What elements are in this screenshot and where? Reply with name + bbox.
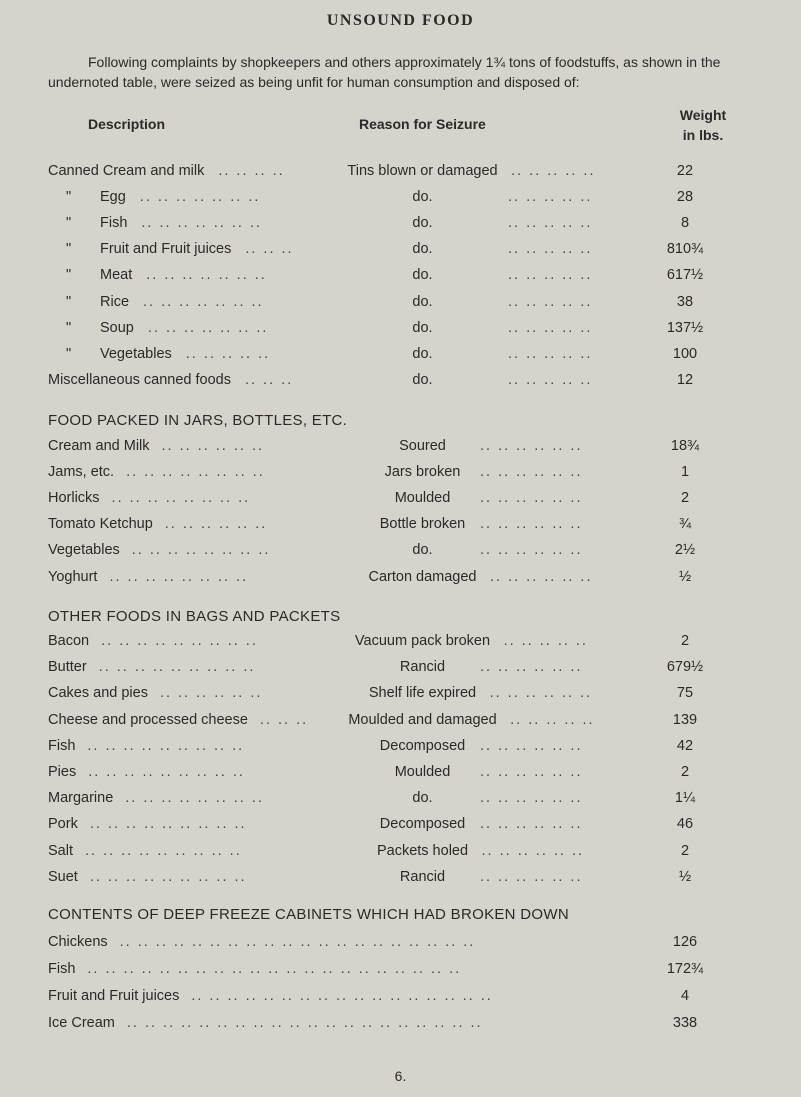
- leader-dots: .. .. .. .. .. .. .. .. ..: [84, 842, 242, 859]
- leader-dots: .. .. .. .. .. ..: [159, 685, 263, 702]
- table-row: [0, 372, 801, 394]
- row-description: Rice: [100, 293, 130, 310]
- row-description: Horlicks: [48, 490, 100, 507]
- row-weight: 617½: [666, 267, 704, 284]
- row-reason: Carton damaged: [368, 568, 477, 585]
- table-row: [0, 1015, 801, 1037]
- row-description: Cream and Milk: [48, 438, 150, 454]
- leader-dots: .. .. .. .. .. ..: [490, 568, 593, 585]
- leader-dots: .. .. .. .. .. .. .. .. ..: [98, 659, 256, 676]
- row-weight: 2: [680, 490, 690, 507]
- leader-dots: .. .. .. .. .. .. .. ..: [131, 542, 271, 559]
- row-description: Soup: [100, 319, 134, 336]
- row-weight: 2: [680, 633, 690, 649]
- leader-dots: .. .. .. .. ..: [503, 633, 588, 649]
- row-description: Chickens: [48, 934, 108, 950]
- header-description: Description: [88, 116, 166, 132]
- table-row: [0, 438, 801, 460]
- row-description: Jams, etc.: [48, 464, 115, 481]
- row-weight: 1: [680, 464, 690, 481]
- row-reason: Bottle broken: [379, 516, 466, 533]
- ditto-mark: ": [66, 189, 72, 206]
- row-reason: do.: [412, 215, 433, 232]
- leader-dots: .. .. .. .. .. .. ..: [146, 267, 267, 284]
- row-weight: ½: [678, 568, 692, 585]
- row-description: Bacon: [48, 633, 90, 649]
- row-description: Vegetables: [48, 542, 120, 559]
- table-row: [0, 790, 801, 812]
- row-weight: 679½: [666, 659, 704, 676]
- row-reason: Rancid: [399, 659, 446, 676]
- leader-dots: .. .. .. .. .. .. .. ..: [126, 464, 265, 481]
- leader-dots: .. .. .. .. .. .. .. .. ..: [87, 737, 245, 754]
- leader-dots: .. .. .. .. .. .. .. .. .. .. .. .. .. .. .. .. .. .. .. ..: [126, 1015, 483, 1031]
- row-weight: 8: [680, 215, 690, 232]
- leader-dots: .. .. .. .. .. ..: [480, 816, 583, 833]
- table-row: [0, 843, 801, 865]
- leader-dots: .. .. ..: [259, 711, 309, 728]
- leader-dots: .. .. .. .. .. ..: [480, 542, 583, 559]
- row-weight: 1¼: [674, 790, 696, 807]
- row-reason: Moulded: [394, 764, 451, 780]
- row-weight: ½: [678, 868, 692, 885]
- row-reason: Jars broken: [384, 464, 461, 481]
- table-row: [0, 738, 801, 760]
- row-reason: Rancid: [399, 868, 446, 885]
- leader-dots: .. .. .. ..: [218, 163, 285, 179]
- row-description: Salt: [48, 842, 73, 859]
- leader-dots: .. .. .. .. .. ..: [489, 685, 593, 702]
- row-reason: do.: [412, 189, 433, 206]
- leader-dots: .. .. .. .. .. ..: [161, 438, 265, 454]
- row-weight: 38: [676, 293, 694, 310]
- leader-dots: .. .. .. .. .. .. ..: [143, 293, 264, 310]
- table-row: [0, 712, 801, 734]
- table-row: [0, 542, 801, 564]
- row-weight: 100: [672, 345, 698, 362]
- ditto-mark: ": [66, 267, 72, 284]
- leader-dots: .. .. .. .. ..: [508, 267, 593, 284]
- table-row: [0, 934, 801, 956]
- row-description: Pies: [48, 764, 77, 780]
- section-bags-heading: OTHER FOODS IN BAGS AND PACKETS: [48, 608, 341, 625]
- row-description: Cakes and pies: [48, 685, 148, 702]
- leader-dots: .. .. .. .. .. ..: [480, 868, 583, 885]
- header-weight-line2: in lbs.: [682, 127, 724, 143]
- row-reason: do.: [412, 371, 433, 388]
- intro-line-1: Following complaints by shopkeepers and others approximately 1¾ tons of foodstuffs, as shown in the: [88, 54, 721, 70]
- row-weight: 28: [676, 189, 694, 206]
- leader-dots: .. .. .. .. .. .. .. .. ..: [89, 868, 247, 885]
- page-number: 6.: [394, 1068, 407, 1084]
- table-row: [0, 869, 801, 891]
- row-weight: 2½: [674, 542, 696, 559]
- row-description: Vegetables: [100, 345, 172, 362]
- table-row: [0, 816, 801, 838]
- leader-dots: .. .. .. .. ..: [185, 345, 271, 362]
- row-reason: Tins blown or damaged: [347, 163, 498, 179]
- leader-dots: .. .. .. .. ..: [510, 711, 595, 728]
- table-row: [0, 464, 801, 486]
- leader-dots: .. .. .. .. ..: [508, 319, 593, 336]
- row-reason: Vacuum pack broken: [354, 633, 491, 649]
- table-row: [0, 685, 801, 707]
- leader-dots: .. .. .. .. .. .. .. .. .. .. .. .. .. .. .. .. ..: [191, 988, 493, 1004]
- leader-dots: .. .. .. .. .. ..: [480, 659, 583, 676]
- leader-dots: .. .. .. .. .. .. .. .. ..: [101, 633, 258, 649]
- leader-dots: .. .. .. .. .. ..: [480, 438, 583, 454]
- table-row: [0, 189, 801, 211]
- row-reason: Packets holed: [376, 842, 469, 859]
- row-reason: do.: [412, 241, 433, 258]
- row-weight: 18¾: [670, 438, 700, 454]
- table-row: [0, 294, 801, 316]
- leader-dots: .. .. .. .. .. ..: [164, 516, 268, 533]
- leader-dots: .. .. .. .. .. ..: [480, 464, 583, 481]
- leader-dots: .. .. ..: [245, 241, 294, 258]
- ditto-mark: ": [66, 319, 72, 336]
- header-weight-line1: Weight: [679, 107, 727, 123]
- row-description: Margarine: [48, 790, 114, 807]
- row-description: Canned Cream and milk: [48, 163, 205, 179]
- leader-dots: .. .. .. .. ..: [508, 241, 593, 258]
- leader-dots: .. .. .. .. ..: [508, 215, 593, 232]
- row-reason: Moulded: [394, 490, 451, 507]
- intro-line-2: undernoted table, were seized as being unfit for human consumption and disposed of:: [48, 74, 580, 90]
- leader-dots: .. .. .. .. .. .. .. .. ..: [89, 816, 247, 833]
- leader-dots: .. .. .. .. ..: [508, 345, 593, 362]
- row-weight: 126: [672, 934, 698, 950]
- leader-dots: .. .. ..: [244, 371, 294, 388]
- row-weight: 75: [676, 685, 694, 702]
- table-row: [0, 961, 801, 983]
- table-row: [0, 490, 801, 512]
- row-description: Suet: [48, 868, 78, 885]
- row-reason: Shelf life expired: [368, 685, 477, 702]
- row-reason: do.: [412, 345, 433, 362]
- row-weight: 22: [676, 163, 694, 179]
- row-description: Fish: [48, 737, 76, 754]
- row-description: Egg: [100, 189, 126, 206]
- table-row: [0, 241, 801, 263]
- leader-dots: .. .. .. .. ..: [508, 189, 593, 206]
- table-row: [0, 516, 801, 538]
- leader-dots: .. .. .. .. .. ..: [480, 737, 583, 754]
- table-row: [0, 163, 801, 185]
- row-weight: ¾: [678, 516, 692, 533]
- leader-dots: .. .. .. .. .. ..: [480, 516, 583, 533]
- row-reason: do.: [412, 293, 433, 310]
- row-weight: 42: [676, 737, 694, 754]
- row-weight: 137½: [666, 319, 704, 336]
- leader-dots: .. .. .. .. ..: [511, 163, 596, 179]
- table-row: [0, 346, 801, 368]
- row-description: Cheese and processed cheese: [48, 711, 248, 728]
- table-row: [0, 764, 801, 786]
- table-row: [0, 267, 801, 289]
- leader-dots: .. .. .. .. .. ..: [481, 842, 585, 859]
- leader-dots: .. .. .. .. .. .. .. .. .. .. .. .. .. .. .. .. .. .. .. .. ..: [87, 961, 462, 977]
- header-reason: Reason for Seizure: [359, 116, 486, 132]
- ditto-mark: ": [66, 241, 72, 258]
- row-weight: 12: [676, 371, 694, 388]
- row-description: Fish: [48, 961, 76, 977]
- row-description: Fruit and Fruit juices: [100, 241, 232, 258]
- ditto-mark: ": [66, 293, 72, 310]
- row-reason: Decomposed: [379, 737, 466, 754]
- row-reason: do.: [412, 319, 433, 336]
- row-weight: 46: [676, 816, 694, 833]
- leader-dots: .. .. .. .. .. ..: [480, 790, 583, 807]
- ditto-mark: ": [66, 215, 72, 232]
- row-reason: do.: [412, 542, 433, 559]
- intro-paragraph: [48, 52, 768, 92]
- row-weight: 810¾: [666, 241, 704, 258]
- row-weight: 338: [672, 1015, 698, 1031]
- table-row: [0, 659, 801, 681]
- table-row: [0, 215, 801, 237]
- row-description: Meat: [100, 267, 133, 284]
- row-weight: 4: [680, 988, 690, 1004]
- leader-dots: .. .. .. .. .. .. .. ..: [111, 490, 251, 507]
- row-description: Fruit and Fruit juices: [48, 988, 180, 1004]
- row-description: Tomato Ketchup: [48, 516, 153, 533]
- row-reason: Decomposed: [379, 816, 466, 833]
- table-row: [0, 569, 801, 591]
- leader-dots: .. .. .. .. .. .. .. ..: [109, 568, 249, 585]
- row-reason: do.: [412, 790, 433, 807]
- section-jars-heading: FOOD PACKED IN JARS, BOTTLES, ETC.: [48, 412, 348, 429]
- leader-dots: .. .. .. .. .. .. .. .. ..: [88, 764, 245, 780]
- row-description: Pork: [48, 816, 78, 833]
- row-reason: do.: [412, 267, 433, 284]
- row-reason: Soured: [399, 438, 446, 454]
- table-row: [0, 633, 801, 655]
- header-weight: [668, 105, 738, 145]
- row-weight: 139: [672, 711, 698, 728]
- leader-dots: .. .. .. .. .. .. ..: [147, 319, 269, 336]
- leader-dots: .. .. .. .. ..: [508, 293, 593, 310]
- row-description: Ice Cream: [48, 1015, 115, 1031]
- page-title: UNSOUND FOOD: [326, 12, 475, 29]
- row-description: Butter: [48, 659, 87, 676]
- row-weight: 2: [680, 842, 690, 859]
- row-reason: Moulded and damaged: [348, 711, 497, 728]
- row-description: Fish: [100, 215, 128, 232]
- table-row: [0, 320, 801, 342]
- table-row: [0, 988, 801, 1010]
- row-description: Miscellaneous canned foods: [48, 371, 231, 388]
- leader-dots: .. .. .. .. .. .. ..: [139, 189, 261, 206]
- leader-dots: .. .. .. .. .. .. ..: [141, 215, 262, 232]
- leader-dots: .. .. .. .. .. .. .. ..: [125, 790, 264, 807]
- ditto-mark: ": [66, 345, 72, 362]
- leader-dots: .. .. .. .. .. .. .. .. .. .. .. .. .. .. .. .. .. .. .. ..: [119, 934, 476, 950]
- row-weight: 2: [680, 764, 690, 780]
- row-description: Yoghurt: [48, 568, 98, 585]
- leader-dots: .. .. .. .. ..: [508, 371, 593, 388]
- section-freezer-heading: CONTENTS OF DEEP FREEZE CABINETS WHICH HAD BROKEN DOWN: [48, 906, 569, 923]
- leader-dots: .. .. .. .. .. ..: [480, 764, 583, 780]
- row-weight: 172¾: [666, 961, 704, 977]
- leader-dots: .. .. .. .. .. ..: [480, 490, 583, 507]
